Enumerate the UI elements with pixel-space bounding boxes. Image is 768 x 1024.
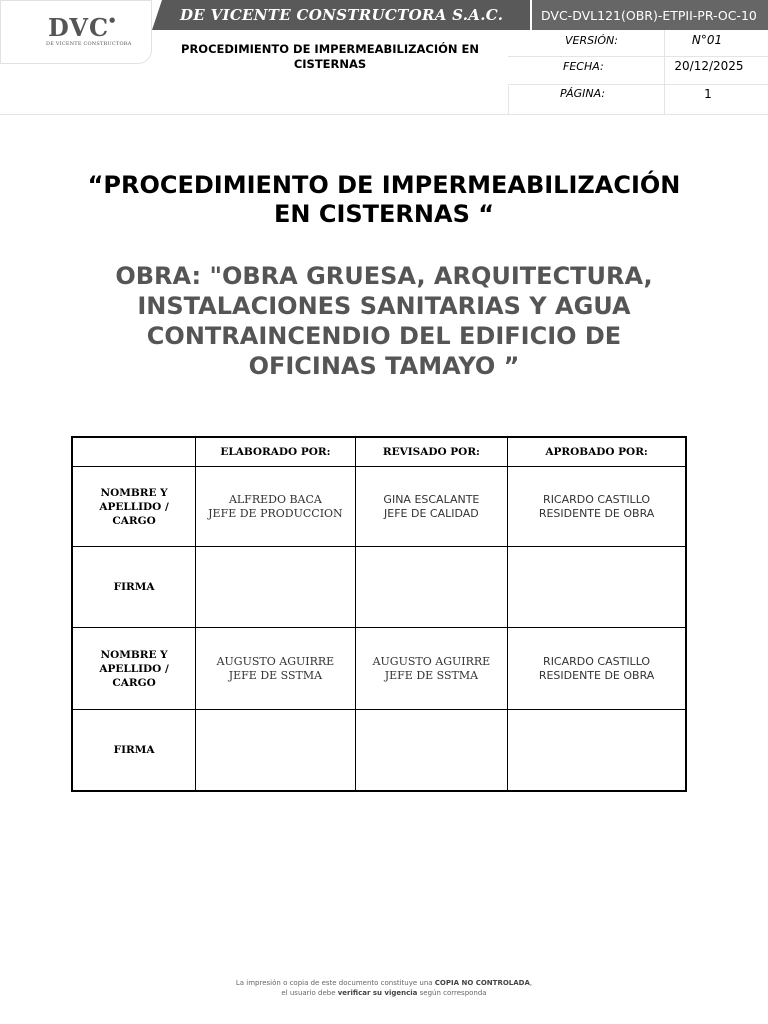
row-label-nombre [72,628,196,710]
company-logo [0,0,152,64]
signature-cell [508,547,686,628]
label-line: CARGO [112,676,156,689]
page-value: 1 [704,87,712,101]
header-cell-aprobado: APROBADO POR: [508,437,686,467]
aprobado-cell [508,467,686,547]
project-title-line: CONTRAINCENDIO DEL EDIFICIO DE [146,322,622,350]
approval-table [71,436,687,792]
revisado-cell [355,628,507,710]
table-header-row [72,437,686,467]
table-row [72,710,686,792]
version-label: VERSIÓN: [565,34,618,47]
person-role: RESIDENTE DE OBRA [538,506,655,520]
person-name: ALFREDO BACA [228,492,322,506]
label-line: APELLIDO / [99,662,169,675]
signature-cell [355,710,507,792]
revisado-cell [355,467,507,547]
logo-text: DVC● [48,13,117,42]
header-bottom-rule [0,114,768,115]
person-role: JEFE DE PRODUCCION [208,506,343,520]
label-line: NOMBRE Y [100,486,168,499]
elaborado-cell [196,467,356,547]
copy-disclaimer [100,978,668,998]
signature-cell [196,710,356,792]
person-name: AUGUSTO AGUIRRE [216,654,335,668]
person-role: RESIDENTE DE OBRA [538,668,655,682]
elaborado-cell [196,628,356,710]
header-cell-revisado: REVISADO POR: [355,437,507,467]
header-document-title: PROCEDIMIENTO DE IMPERMEABILIZACIÓN EN CISTERNAS [181,42,479,71]
document-title [40,171,728,229]
meta-divider [508,56,768,57]
page-label: PÁGINA: [560,87,606,100]
row-label-firma: FIRMA [72,547,196,628]
project-title [40,261,728,381]
signature-cell [508,710,686,792]
label-line: CARGO [112,514,156,527]
person-name: RICARDO CASTILLO [543,654,651,668]
table-row [72,628,686,710]
document-header [0,0,768,116]
meta-divider [508,84,768,85]
signature-cell [196,547,356,628]
table-row [72,467,686,547]
date-label: FECHA: [563,60,604,73]
project-title-line: OFICINAS TAMAYO ” [248,352,520,380]
project-title-line: INSTALACIONES SANITARIAS Y AGUA [137,292,631,320]
person-name: GINA ESCALANTE [383,492,480,506]
date-value: 20/12/2025 [674,59,744,73]
document-code: DVC-DVL121(OBR)-ETPII-PR-OC-10 [541,8,757,23]
version-value: N°01 [691,33,723,47]
person-role: JEFE DE CALIDAD [384,506,479,520]
project-title-line: OBRA: "OBRA GRUESA, ARQUITECTURA, [115,262,653,290]
document-title-line: “PROCEDIMIENTO DE IMPERMEABILIZACIÓN [87,171,681,199]
header-cell-elaborado: ELABORADO POR: [196,437,356,467]
person-role: JEFE DE SSTMA [228,668,323,682]
signature-cell [355,547,507,628]
company-name: DE VICENTE CONSTRUCTORA S.A.C. [180,6,504,24]
meta-column-divider [508,86,509,114]
disclaimer-line: el usuario debe verificar su vigencia según corresponda [281,989,487,997]
person-name: AUGUSTO AGUIRRE [372,654,491,668]
aprobado-cell [508,628,686,710]
header-cell-empty [72,437,196,467]
label-line: NOMBRE Y [100,648,168,661]
row-label-nombre [72,467,196,547]
table-row [72,547,686,628]
person-name: RICARDO CASTILLO [543,492,651,506]
row-label-firma: FIRMA [72,710,196,792]
label-line: APELLIDO / [99,500,169,513]
logo-subtext: DE VICENTE CONSTRUCTORA [46,41,132,47]
disclaimer-line: La impresión o copia de este documento constituye una COPIA NO CONTROLADA, [235,979,533,987]
document-title-line: EN CISTERNAS “ [274,200,494,228]
person-role: JEFE DE SSTMA [384,668,479,682]
